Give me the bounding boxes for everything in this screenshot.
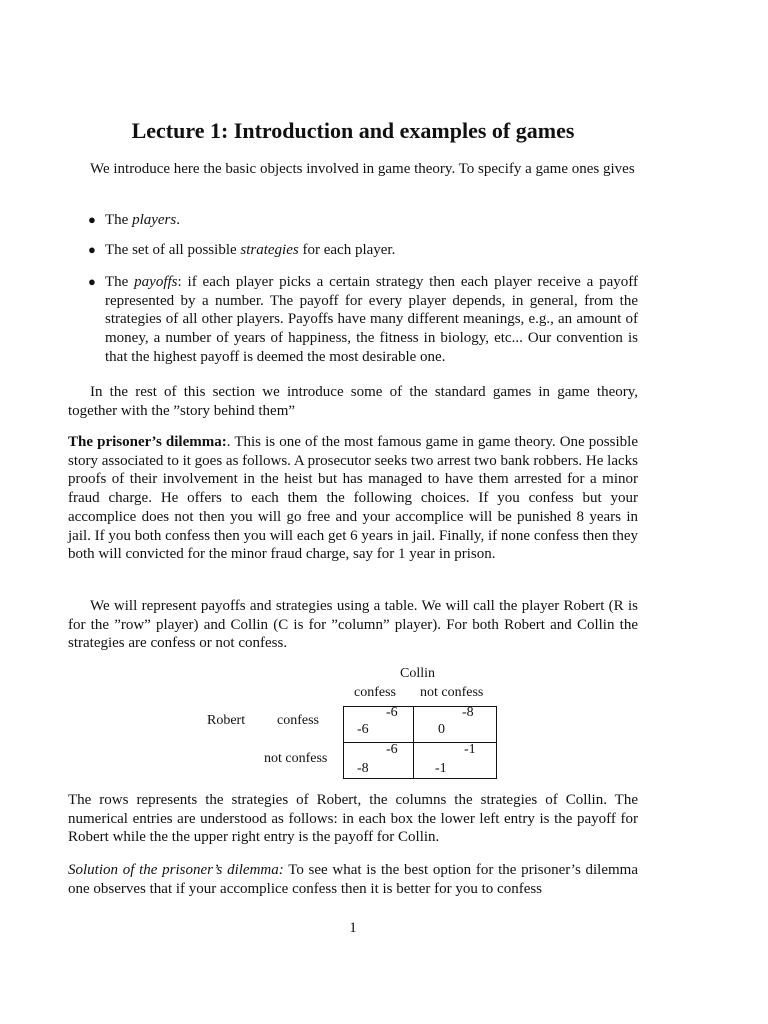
list-item: ● The set of all possible strategies for each player. [88, 242, 396, 258]
row-strategy-label: confess [277, 713, 319, 728]
solution-paragraph: Solution of the prisoner’s dilemma: To see what is the best option for the prisoner’s dilemma one observes that if your accomplice confess then it is better for you to confess [68, 862, 638, 897]
robert-payoff: 0 [438, 722, 445, 737]
robert-payoff: -1 [435, 761, 447, 776]
row-player-label: Robert [207, 713, 246, 728]
rest-paragraph: In the rest of this section we introduce some of the standard games in game theory, together with the ”story behind them” [68, 384, 638, 419]
column-player-label: Collin [400, 666, 436, 681]
definition-list [88, 211, 638, 230]
collin-payoff: -1 [464, 742, 476, 757]
list-item: ● The payoffs: if each player picks a certain strategy then each player receive a payoff represented by a number. The payoff for every player depends, in general, from the strategies of all other players. Payoffs have many different meanings, e.g., an amount of money, a number of years of happiness, the fitness in biology, etc... Our convention is that the highest payoff is deemed the most desirable one. [88, 274, 638, 365]
column-strategy-label: not confess [420, 685, 484, 700]
payoff-matrix [200, 666, 520, 786]
column-strategy-label: confess [354, 685, 396, 700]
term-strategies: strategies [240, 242, 299, 258]
list-item: ● The players. [88, 212, 180, 228]
row-strategy-label: not confess [264, 751, 328, 766]
term-players: players [132, 212, 177, 228]
prisoners-dilemma-paragraph: The prisoner’s dilemma:. This is one of the most famous game in game theory. One possible story associated to it goes as follows. A prosecutor seeks two arrest two bank robbers. He lacks proofs of their involvement in the heist but has managed to have them arrested for a minor fraud charge. He offers to each them the following choices. If you confess but your accomplice does not then you will go free and your accomplice will be punished 8 years in jail. If you both confess then you will each get 6 years in jail. Finally, if none confess then they both will convicted for the minor fraud charge, say for 1 year in prison. [68, 434, 638, 563]
section-heading: Solution of the prisoner’s dilemma: [68, 862, 284, 878]
collin-payoff: -6 [386, 705, 398, 720]
definition-list [88, 273, 638, 367]
robert-payoff: -6 [357, 722, 369, 737]
intro-paragraph: We introduce here the basic objects involved in game theory. To specify a game ones gives [90, 161, 635, 177]
bullet-icon: ● [88, 242, 96, 257]
definition-list [88, 241, 638, 260]
rows-paragraph: The rows represents the strategies of Robert, the columns the strategies of Collin. The numerical entries are understood as follows: in each box the lower left entry is the payoff for Robert while the the upper right entry is the payoff for Collin. [68, 792, 638, 846]
collin-payoff: -6 [386, 742, 398, 757]
page-title: Lecture 1: Introduction and examples of games [131, 118, 575, 143]
term-payoffs: payoffs [134, 274, 178, 290]
represent-paragraph: We will represent payoffs and strategies using a table. We will call the player Robert (R is for the ”row” player) and Collin (C is for ”column” player). For both Robert and Collin the strategies are confess or not confess. [68, 598, 638, 652]
bullet-icon: ● [88, 212, 96, 227]
section-heading: The prisoner’s dilemma: [68, 434, 227, 450]
page-number: 1 [349, 920, 357, 936]
collin-payoff: -8 [462, 705, 474, 720]
bullet-icon: ● [88, 274, 96, 289]
robert-payoff: -8 [357, 761, 369, 776]
payoff-grid [343, 706, 497, 779]
